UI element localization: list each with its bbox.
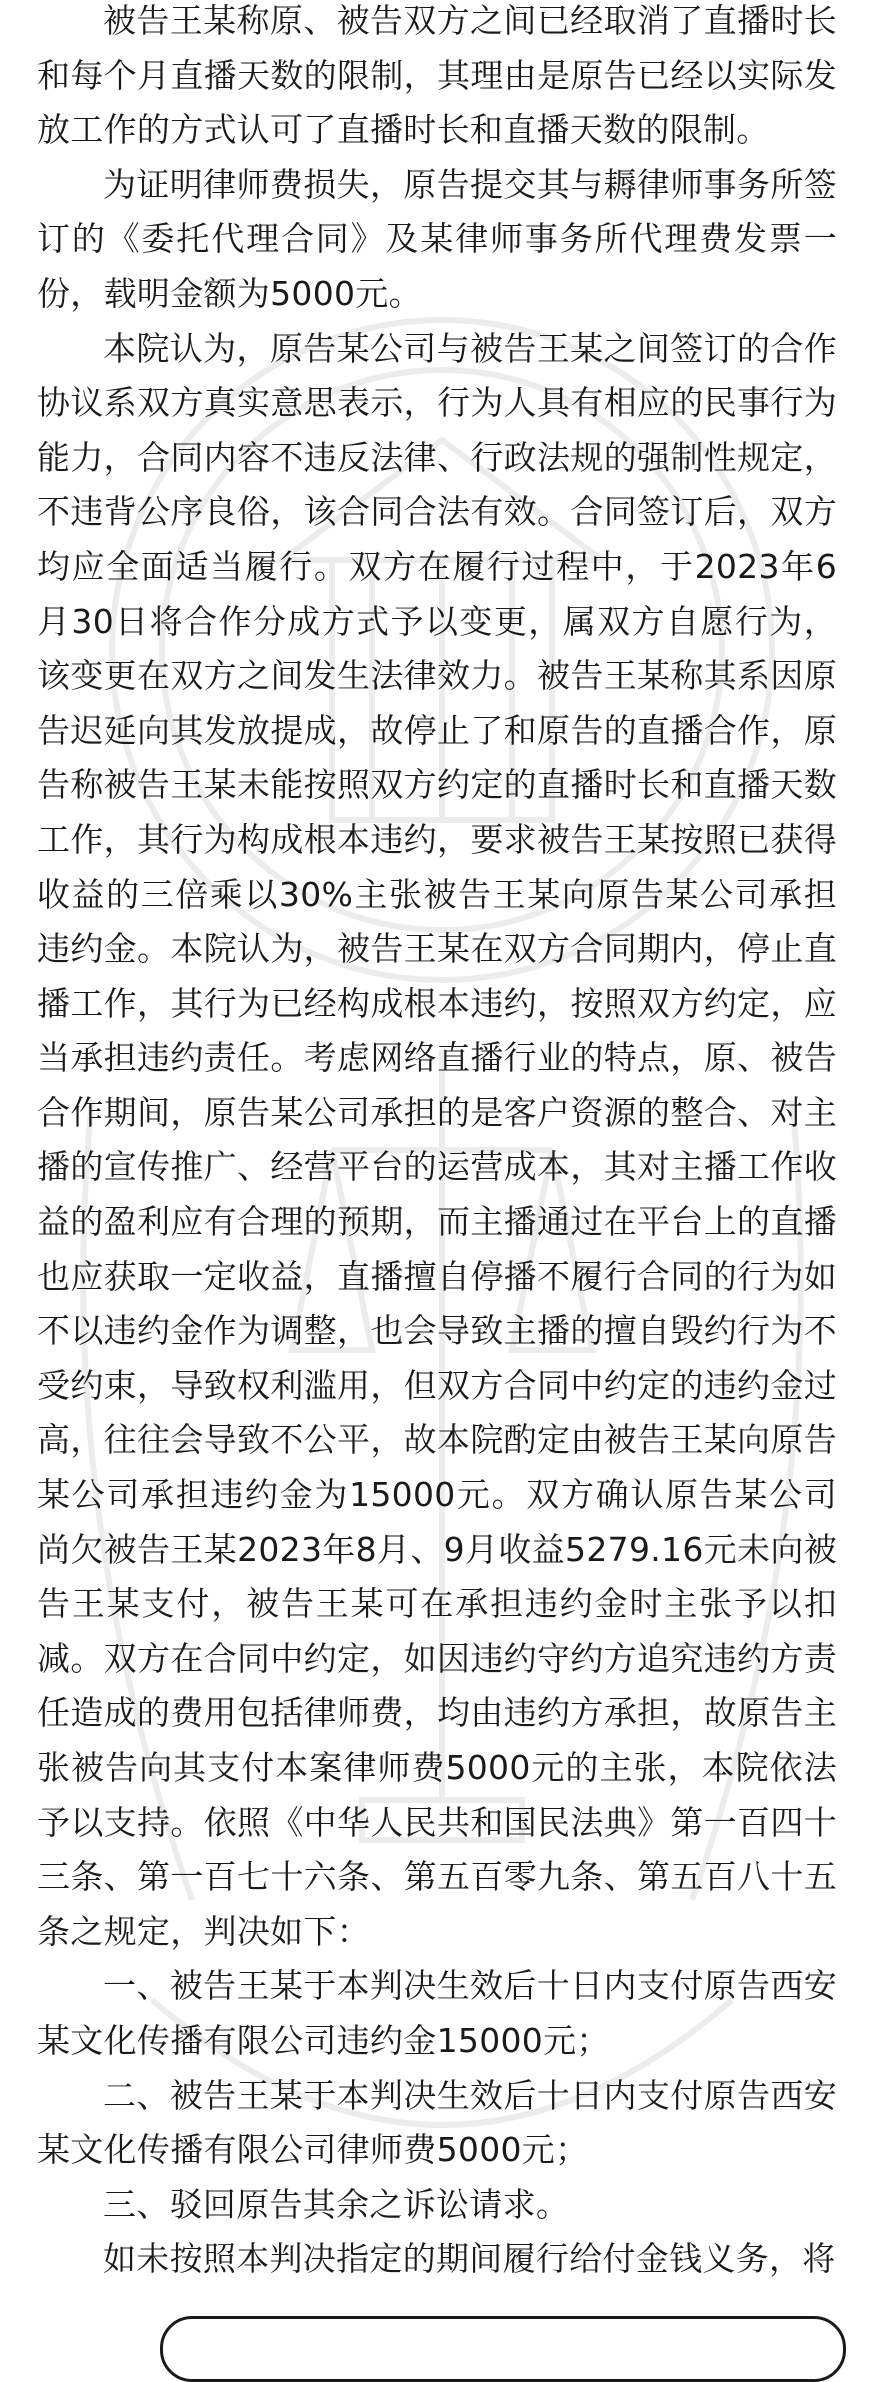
- bottom-action-bar[interactable]: [160, 2316, 846, 2382]
- paragraph-lawyer-fee-evidence: 为证明律师费损失，原告提交其与耨律师事务所签订的《委托代理合同》及某律师事务所代理费发票一份，载明金额为5000元。: [37, 164, 837, 313]
- paragraph-judgment-item-3: 三、驳回原告其余之诉讼请求。: [103, 2184, 570, 2224]
- paragraph-performance-notice: 如未按照本判决指定的期间履行给付金钱义务，将: [103, 2239, 836, 2279]
- paragraph-judgment-item-1: 一、被告王某于本判决生效后十日内支付原告西安某文化传播有限公司违约金15000元；: [37, 1966, 837, 2060]
- judgment-document: [37, 0, 837, 2287]
- paragraph-court-opinion: 本院认为，原告某公司与被告王某之间签订的合作协议系双方真实意思表示，行为人具有相应的民事行为能力，合同内容不违反法律、行政法规的强制性规定，不违背公序良俗，该合同合法有效。合同签订后，双方均应全面适当履行。双方在履行过程中，于2023年6月30日将合作分成方式予以变更，属双方自愿行为，该变更在双方之间发生法律效力。被告王某称其系因原告迟延向其发放提成，故停止了和原告的直播合作，原告称被告王某未能按照双方约定的直播时长和直播天数工作，其行为构成根本违约，要求被告王某按照已获得收益的三倍乘以30%主张被告王某向原告某公司承担违约金。本院认为，被告王某在双方合同期内，停止直播工作，其行为已经构成根本违约，按照双方约定，应当承担违约责任。考虑网络直播行业的特点，原、被告合作期间，原告某公司承担的是客户资源的整合、对主播的宣传推广、经营平台的运营成本，其对主播工作收益的盈利应有合理的预期，而主播通过在平台上的直播也应获取一定收益，直播擅自停播不履行合同的行为如不以违约金作为调整，也会导致主播的擅自毁约行为不受约束，导致权利滥用，但双方合同中约定的违约金过高，往往会导致不公平，故本院酌定由被告王某向原告某公司承担违约金为15000元。双方确认原告某公司尚欠被告王某2023年8月、9月收益5279.16元未向被告王某支付，被告王某可在承担违约金时主张予以扣减。双方在合同中约定，如因违约守约方追究违约方责任造成的费用包括律师费，均由违约方承担，故原告主张被告向其支付本案律师费5000元的主张，本院依法予以支持。依照《中华人民共和国民法典》第一百四十三条、第一百七十六条、第五百零九条、第五百八十五条之规定，判决如下：: [37, 328, 837, 1951]
- paragraph-judgment-item-2: 二、被告王某于本判决生效后十日内支付原告西安某文化传播有限公司律师费5000元；: [37, 2075, 837, 2170]
- paragraph-defendant-claim: 被告王某称原、被告双方之间已经取消了直播时长和每个月直播天数的限制，其理由是原告已经以实际发放工作的方式认可了直播时长和直播天数的限制。: [37, 1, 837, 150]
